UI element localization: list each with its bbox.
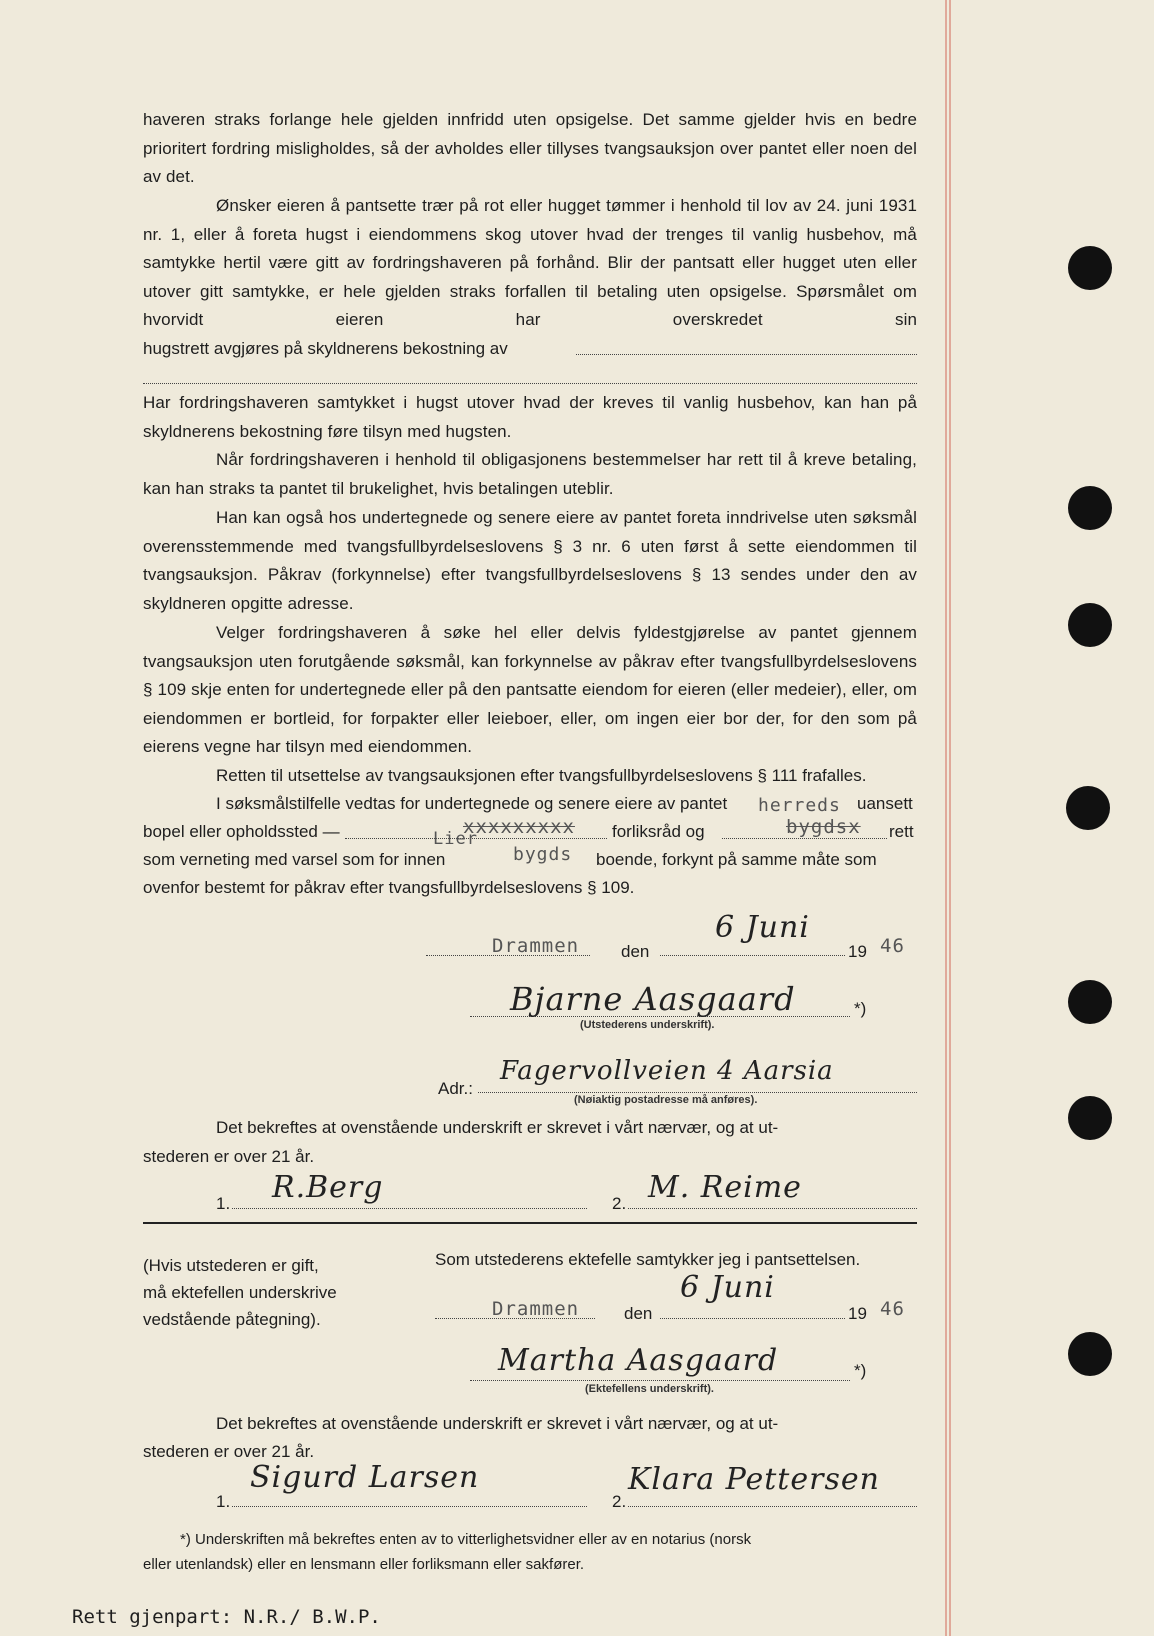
paragraph-postponement: Retten til utsettelse av tvangsauksjonen efter tvangsfullbyrdelseslovens § 111 frafalles. <box>216 766 867 785</box>
witness2-line2: stederen er over 21 år. <box>143 1442 315 1461</box>
issuer-asterisk: *) <box>854 999 867 1018</box>
paragraph-timber-clause: Ønsker eieren å pantsette trær på rot eller hugget tømmer i henhold til lov av 24. juni 1931 nr. 1, eller å foreta hugst i eiendommens skog utover hvad der trenges til vanlig husbehov, må samtykke hertil være gitt av fordringshaveren på forhånd. Blir der pantsatt eller hugget uten eller utover gitt samtykke, er hele gjelden straks forfallen til betaling uten opsigelse. Spørsmålet om hvorvidt eieren har overskredet sin <box>143 196 917 330</box>
paragraph-supervision: Har fordringshaveren samtykket i hugst utover hvad der kreves til vanlig husbehov, kan han på skyldnerens bekostning føre tilsyn med hugsten. <box>143 393 917 441</box>
witness2-num2: 2. <box>612 1492 627 1511</box>
spouse-caption: (Ektefellens underskrift). <box>585 1383 714 1395</box>
spouse-date-line <box>660 1318 845 1319</box>
date-fill-line <box>660 955 845 956</box>
margin-line-right <box>949 0 951 1636</box>
spouse-asterisk: *) <box>854 1361 867 1380</box>
margin-line-left <box>945 0 947 1636</box>
place-stamp: Drammen <box>492 935 580 957</box>
jurisdiction-line-2c: rett <box>889 822 914 841</box>
spouse-note-line2: må ektefellen underskrive <box>143 1283 337 1302</box>
spouse-signature: Martha Aasgaard <box>498 1343 779 1378</box>
witness1-sig2: M. Reime <box>648 1170 802 1205</box>
witness1-line1: Det bekreftes at ovenstående underskrift er skrevet i vårt nærvær, og at ut- <box>216 1118 779 1137</box>
footnote-line1: *) Underskriften må bekreftes enten av to vitterlighetsvidner eller av en notarius (norsk <box>180 1531 752 1548</box>
spouse-date-handwritten: 6 Juni <box>680 1270 775 1305</box>
witness1-sig2-line <box>628 1208 917 1209</box>
stamp-lier: Lier <box>433 829 478 849</box>
typed-copy-note: Rett gjenpart: N.R./ B.W.P. <box>72 1606 381 1628</box>
year-suffix: 46 <box>880 935 905 957</box>
date-handwritten: 6 Juni <box>715 910 810 945</box>
witness2-sig1: Sigurd Larsen <box>250 1460 480 1495</box>
witness2-sig2-line <box>628 1506 917 1507</box>
jurisdiction-line-4: ovenfor bestemt for påkrav efter tvangsfullbyrdelseslovens § 109. <box>143 878 635 897</box>
address-handwritten: Fagervollveien 4 Aarsia <box>500 1056 834 1086</box>
paragraph-timber-clause-last-line: hugstrett avgjøres på skyldnerens bekostning av <box>143 339 508 358</box>
spouse-consent-text: Som utstederens ektefelle samtykker jeg i pantsettelsen. <box>435 1250 861 1269</box>
witness2-num1: 1. <box>216 1492 231 1511</box>
punch-hole-6 <box>1068 1096 1112 1140</box>
paragraph-enforcement: Han kan også hos undertegnede og senere eiere av pantet foreta inndrivelse uten søksmål overensstemmende med tvangsfullbyrdelseslovens § 3 nr. 6 uten først å sette eiendommen til tvangsauksjon. Påkrav (forkynnelse) efter tvangsfullbyrdelseslovens § 13 sendes under den av skyldneren opgitte adresse. <box>143 508 917 613</box>
witness1-num1: 1. <box>216 1194 231 1213</box>
witness1-line2: stederen er over 21 år. <box>143 1147 315 1166</box>
footnote-line2: eller utenlandsk) eller en lensmann eller forliksmann eller sakfører. <box>143 1556 585 1573</box>
punch-hole-3 <box>1068 603 1112 647</box>
witness1-sig1: R.Berg <box>272 1170 384 1205</box>
punch-hole-7 <box>1068 1332 1112 1376</box>
spouse-signature-line <box>470 1380 850 1381</box>
fill-line-rett <box>722 838 887 839</box>
witness2-line1: Det bekreftes at ovenstående underskrift er skrevet i vårt nærvær, og at ut- <box>216 1414 779 1433</box>
jurisdiction-line-3b: boende, forkynt på samme måte som <box>596 850 877 869</box>
jurisdiction-line-2a: bopel eller opholdssted — <box>143 822 340 841</box>
address-label: Adr.: <box>438 1079 473 1098</box>
struck-text-2: bygdsx <box>786 816 861 838</box>
jurisdiction-line-3a: som verneting med varsel som for innen <box>143 850 446 869</box>
address-caption: (Nøiaktig postadresse må anføres). <box>574 1094 758 1106</box>
witness1-sig1-line <box>232 1208 587 1209</box>
jurisdiction-line-2b: forliksråd og <box>612 822 705 841</box>
paragraph-auction-notice: Velger fordringshaveren å søke hel eller delvis fyldestgjørelse av pantet gjennem tvangsauksjon uten forutgående søksmål, kan forkynnelse av påkrav efter tvangsfullbyrdelseslovens § 109 skje enten for undertegnede eller på den pantsatte eiendom for eieren (eller medeier), eller, om eiendommen er bortleid, for forpakter eller leieboer, eller, om ingen eier bor der, for den som på eierens vegne har tilsyn med eiendommen. <box>143 623 917 757</box>
spouse-year-prefix: 19 <box>848 1304 867 1323</box>
struck-text-1: xxxxxxxxx <box>463 816 575 838</box>
jurisdiction-line-1a: I søksmålstilfelle vedtas for undertegnede og senere eiere av pantet <box>216 794 728 813</box>
section-divider <box>143 1222 917 1224</box>
witness2-sig1-line <box>232 1506 587 1507</box>
stamp-bygds: bygds <box>513 844 573 865</box>
spouse-note-line3: vedstående påtegning). <box>143 1310 321 1329</box>
paragraph-usage-right: Når fordringshaveren i henhold til obligasjonens bestemmelser har rett til å kreve betaling, kan han straks ta pantet til brukelighet, hvis betalingen uteblir. <box>143 450 917 498</box>
spouse-year-suffix: 46 <box>880 1298 905 1320</box>
witness2-sig2: Klara Pettersen <box>628 1462 880 1497</box>
address-fill-line <box>478 1092 917 1093</box>
paragraph-default-clause: haveren straks forlange hele gjelden innfridd uten opsigelse. Det samme gjelder hvis en bedre prioritert fordring misligholdes, så der avholdes eller tillyses tvangsauksjon over pantet eller noen del av det. <box>143 110 917 187</box>
fill-line-hugstrett <box>576 354 917 355</box>
punch-hole-1 <box>1068 246 1112 290</box>
punch-hole-5 <box>1068 980 1112 1024</box>
witness1-num2: 2. <box>612 1194 627 1213</box>
stamp-herreds: herreds <box>758 795 841 816</box>
date-den-label: den <box>621 942 650 961</box>
issuer-caption: (Utstederens underskrift). <box>580 1019 715 1031</box>
punch-hole-2 <box>1068 486 1112 530</box>
spouse-place-stamp: Drammen <box>492 1298 580 1320</box>
jurisdiction-line-1b: uansett <box>857 794 913 813</box>
spouse-den-label: den <box>624 1304 653 1323</box>
issuer-signature: Bjarne Aasgaard <box>510 980 796 1018</box>
fill-line-blank <box>143 383 917 384</box>
year-prefix: 19 <box>848 942 867 961</box>
punch-hole-4 <box>1066 786 1110 830</box>
spouse-note-line1: (Hvis utstederen er gift, <box>143 1256 319 1275</box>
